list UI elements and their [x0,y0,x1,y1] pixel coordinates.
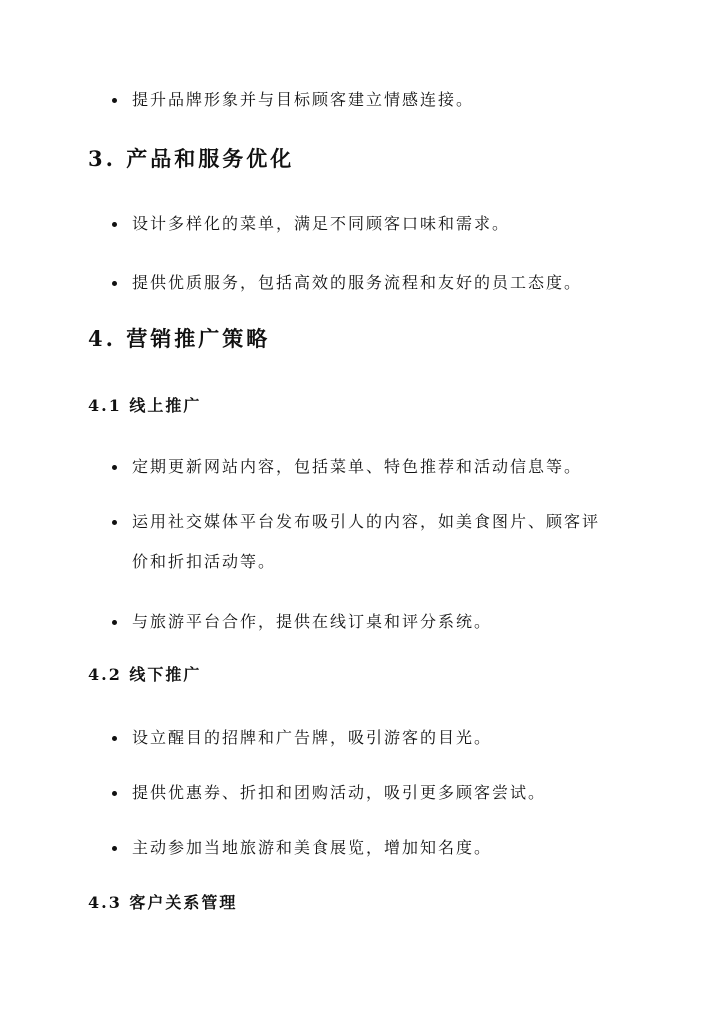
bullet-dot [112,281,117,286]
bullet-text: 设计多样化的菜单，满足不同顾客口味和需求。 [132,214,511,233]
subsection-heading: 4.2 线下推广 [88,665,202,684]
bullet-text: 与旅游平台合作，提供在线订桌和评分系统。 [132,612,493,631]
bullet-text: 设立醒目的招牌和广告牌，吸引游客的目光。 [132,728,493,747]
bullet-dot [112,222,117,227]
bullet-text: 主动参加当地旅游和美食展览，增加知名度。 [132,838,493,857]
bullet-text: 提供优质服务，包括高效的服务流程和友好的员工态度。 [132,273,583,292]
bullet-text: 定期更新网站内容，包括菜单、特色推荐和活动信息等。 [132,457,583,476]
bullet-dot [112,98,117,103]
bullet-text: 运用社交媒体平台发布吸引人的内容，如美食图片、顾客评 [132,512,601,531]
bullet-dot [112,620,117,625]
bullet-text-continuation: 价和折扣活动等。 [132,552,277,571]
section-heading: 4. 营销推广策略 [88,326,271,351]
section-heading: 3. 产品和服务优化 [88,146,295,171]
bullet-dot [112,791,117,796]
bullet-dot [112,520,117,525]
bullet-dot [112,736,117,741]
bullet-dot [112,846,117,851]
bullet-text: 提升品牌形象并与目标顾客建立情感连接。 [132,90,475,109]
bullet-dot [112,465,117,470]
subsection-heading: 4.3 客户关系管理 [88,893,238,912]
subsection-heading: 4.1 线上推广 [88,396,202,415]
bullet-text: 提供优惠券、折扣和团购活动，吸引更多顾客尝试。 [132,783,547,802]
